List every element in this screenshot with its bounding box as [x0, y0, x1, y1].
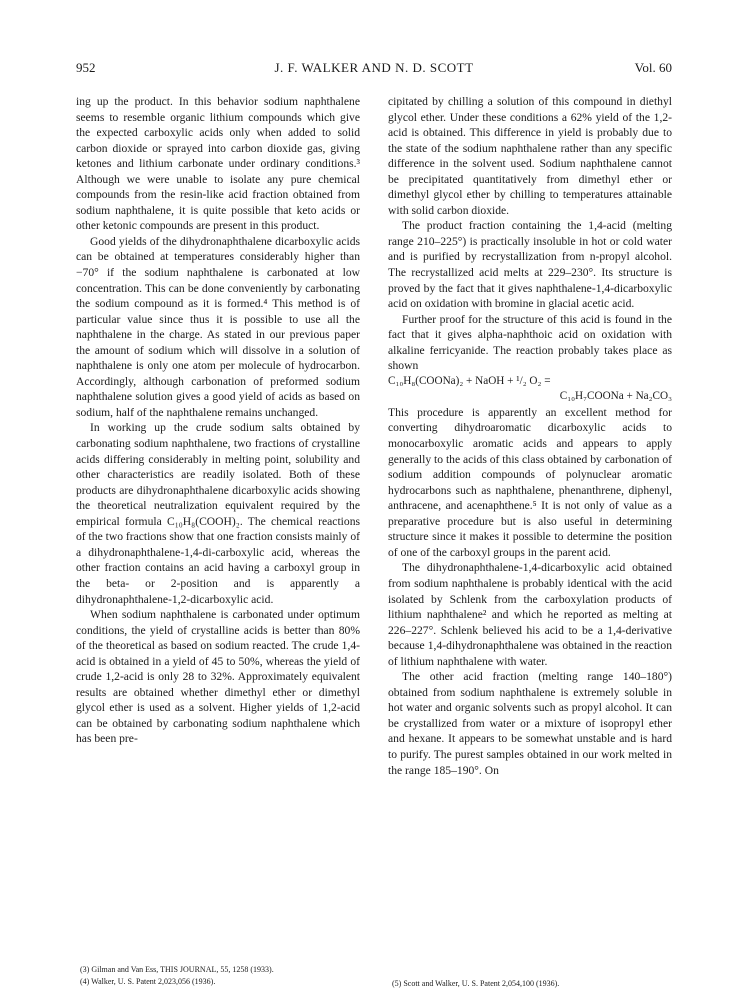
paragraph: Further proof for the structure of this acid is found in the fact that it gives alpha-naphthoic acid on oxidation with alkaline ferricyanide. The reaction probably takes place as shown	[388, 312, 672, 373]
reaction-equation	[388, 374, 672, 405]
equation-line: C₁₀H₇COONa + Na₂CO₃	[559, 390, 672, 403]
paragraph: When sodium naphthalene is carbonated under optimum conditions, the yield of crystalline acids is better than 80% of the theoretical as based on sodium reacted. The crude 1,4-acid is obtained in a yield of 45 to 50%, whereas the yield of crude 1,2-acid is only 28 to 32%. Approximately equivalent results are obtained whether dimethyl ether or dimethyl glycol ether is used as a solvent. Higher yields of 1,2-acid can be obtained by carbonating sodium naphthalene which has been pre-	[76, 608, 360, 746]
left-footnotes	[80, 964, 370, 988]
paragraph: The other acid fraction (melting range 140–180°) obtained from sodium naphthalene is extremely soluble in hot water and organic solvents such as propyl alcohol. It can be crystallized from water or a mixture of isopropyl ether and hexane. It appears to be somewhat unstable and is hard to purify. The purest samples obtained in our work melted in the range 185–190°. On	[388, 670, 672, 777]
right-footnotes	[392, 978, 682, 990]
paragraph: Good yields of the dihydronaphthalene dicarboxylic acids can be obtained at temperatures considerably higher than −70° if the sodium naphthalene is carbonated at low concentration. This can be done conveniently by carbonating the sodium compound as it is formed.⁴ This method is of particular value since thus it is possible to use all the naphthalene in the charge. As stated in our previous paper the amount of sodium which will dissolve in a solution of naphthalene is only one atom per molecule of hydrocarbon. Accordingly, although carbonation of preformed sodium naphthalene solution gives a good yield of acids as based on sodium, half of the naphthalene remains unchanged.	[76, 234, 360, 419]
paragraph: ing up the product. In this behavior sodium naphthalene seems to resemble organic lithium compounds which give the expected carboxylic acids only when added to solid carbon dioxide or sprayed into carbon dioxide gas, giving ketones and lithium carbonate under ordinary conditions.³ Although we were unable to isolate any pure chemical compounds from the resin-like acid fraction obtained from sodium naphthalene, it is quite possible that keto acids or other ketonic compounds are present in this product.	[76, 95, 360, 233]
footnote: (3) Gilman and Van Ess, THIS JOURNAL, 55, 1258 (1933).	[80, 965, 274, 974]
paragraph: This procedure is apparently an excellent method for converting dihydroaromatic dicarboxylic acids to monocarboxylic aromatic acids and appears to apply generally to the acids of this class obtained by carbonation of sodium addition compounds of polynuclear aromatic hydrocarbons such as naphthalene, phenanthrene, diphenyl, anthracene, and acenaphthene.⁵ It is not only of value as a preparative procedure but is also useful in determining structure since it makes it possible to determine the position of one of the carboxyl groups in the parent acid.	[388, 405, 672, 559]
paragraph: The product fraction containing the 1,4-acid (melting range 210–225°) is practically insoluble in hot or cold water and is purified by recrystallization from n-propyl alcohol. The recrystallized acid melts at 229–230°. Its structure is proved by the fact that it gives naphthalene-1,4-dicarboxylic acid on oxidation with bromine in glacial acetic acid.	[388, 219, 672, 311]
right-column	[388, 94, 672, 778]
footnote: (4) Walker, U. S. Patent 2,023,056 (1936).	[80, 977, 216, 986]
left-column	[76, 94, 360, 747]
footnote: (5) Scott and Walker, U. S. Patent 2,054,100 (1936).	[392, 979, 560, 988]
running-title: J. F. WALKER AND N. D. SCOTT	[274, 60, 474, 75]
page-number: 952	[76, 60, 96, 75]
equation-line: C₁₀H₈(COONa)₂ + NaOH + ¹/₂ O₂ =	[388, 374, 551, 387]
paragraph: In working up the crude sodium salts obtained by carbonating sodium naphthalene, two fractions of crystalline acids differing considerably in melting point, solubility and other characteristics are readily isolated. Both of these products are dihydronaphthalene dicarboxylic acids showing the theoretical neutralization equivalent required by the empirical formula C₁₀H₈(COOH)₂. The chemical reactions of the two fractions show that one fraction consists mainly of a dihydronaphthalene-1,4-di-carboxylic acid, whereas the other fraction contains an acid having a carboxyl group in the beta- or 2-position and is apparently a dihydronaphthalene-1,2-dicarboxylic acid.	[76, 421, 360, 606]
volume-label: Vol. 60	[634, 60, 672, 75]
page-header	[76, 60, 672, 78]
paragraph: cipitated by chilling a solution of this compound in diethyl glycol ether. Under these conditions a 62% yield of the 1,2-acid is obtained. This difference in yield is probably due to the state of the sodium naphthalene rather than any specific difference in the solvent used. Sodium naphthalene cannot be precipitated quantitatively from dimethyl ether or dimethyl glycol ether by chilling to temperatures attainable with solid carbon dioxide.	[388, 95, 672, 217]
paragraph: The dihydronaphthalene-1,4-dicarboxylic acid obtained from sodium naphthalene is probably identical with the acid isolated by Schlenk from the carboxylation products of lithium naphthalene² and which he reported as melting at 226–227°. Schlenk believed his acid to be a 1,4-derivative because 1,4-dihydronaphthalene was obtained in the reaction of lithium naphthalene with water.	[388, 561, 672, 668]
